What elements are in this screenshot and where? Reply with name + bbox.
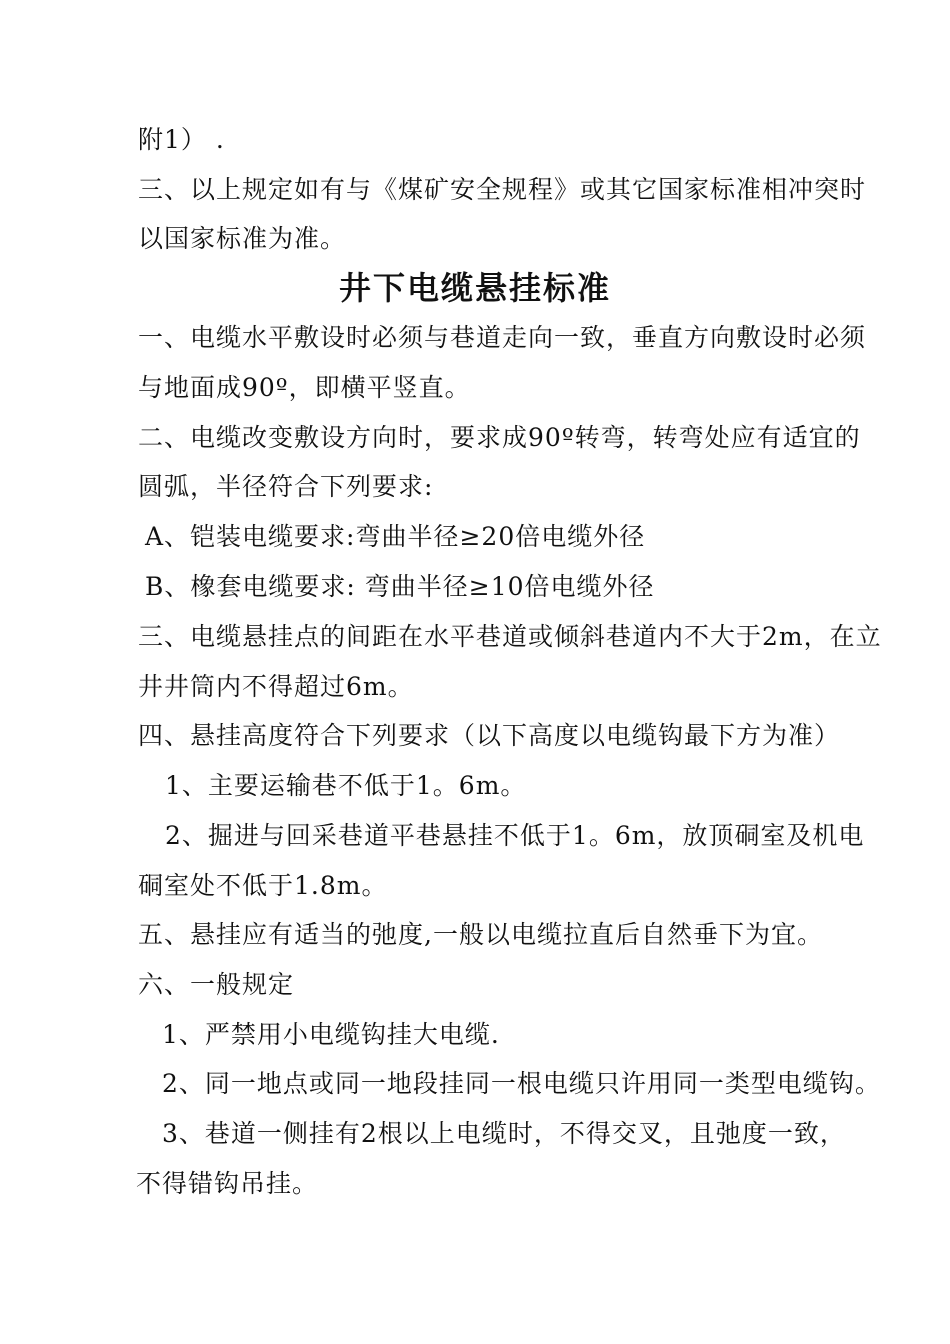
text-line: 1、严禁用小电缆钩挂大电缆. [162,1020,500,1049]
text-line: 圆弧，半径符合下列要求: [138,472,434,501]
text-line: 不得错钩吊挂。 [136,1169,319,1198]
text-line: 六、一般规定 [138,970,295,999]
text-line: 2、同一地点或同一地段挂同一根电缆只许用同一类型电缆钩。 [162,1069,881,1098]
text-line: B、橡套电缆要求: 弯曲半径≥10倍电缆外径 [145,572,655,601]
text-line: 以国家标准为准。 [138,224,347,253]
text-line: 四、悬挂高度符合下列要求（以下高度以电缆钩最下方为准） [138,721,841,750]
text-line: 井井筒内不得超过6m。 [138,672,414,701]
text-line: 硐室处不低于1.8m。 [138,871,388,900]
text-line: 附1） . [138,125,225,154]
text-line: 与地面成90º，即横平竖直。 [138,373,471,402]
text-line: 五、悬挂应有适当的弛度,一般以电缆拉直后自然垂下为宜。 [138,920,823,949]
text-line: 二、电缆改变敷设方向时，要求成90º转弯，转弯处应有适宜的 [138,423,861,452]
text-line: 一、电缆水平敷设时必须与巷道走向一致，垂直方向敷设时必须 [138,323,867,352]
text-line: 2、掘进与回采巷道平巷悬挂不低于1。6m，放顶硐室及机电 [165,821,865,850]
text-line: 1、主要运输巷不低于1。6m。 [165,771,527,800]
text-line: 三、电缆悬挂点的间距在水平巷道或倾斜巷道内不大于2m，在立 [138,622,882,651]
text-line: 3、巷道一侧挂有2根以上电缆时，不得交叉，且弛度一致， [162,1119,846,1148]
text-line: A、铠装电缆要求:弯曲半径≥20倍电缆外径 [145,522,646,551]
page-title: 井下电缆悬挂标准 [338,269,611,307]
text-line: 三、以上规定如有与《煤矿安全规程》或其它国家标准相冲突时 [138,175,867,204]
